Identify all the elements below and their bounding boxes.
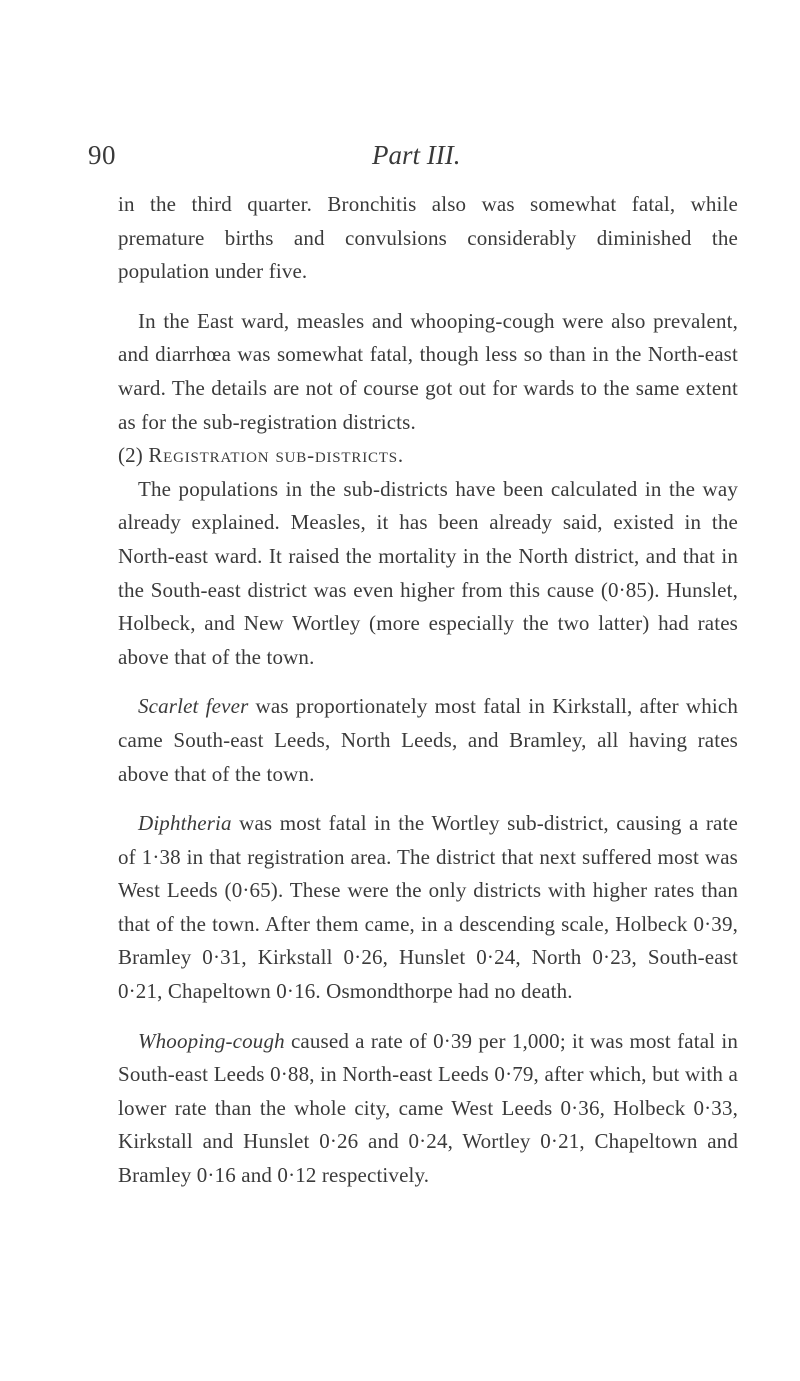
lead-whooping-cough: Whooping-cough [138,1028,285,1053]
section-number: (2) [118,443,143,468]
paragraph-east-ward: In the East ward, measles and whooping-cough were also prevalent, and diarrhœa was somewhat fatal, though less so than in the North-east ward. The details are not of course got out for wards to the same extent as for the sub-registration districts. [118,308,738,434]
text-whooping-cough: caused a rate of 0·39 per 1,000; it was most fatal in South-east Leeds 0·88, in North-east Leeds 0·79, after which, but with a lower rate than the whole city, came West Leeds 0·36, Holbeck 0·33, Kirkstall and Hunslet 0·26 and 0·24, Wortley 0·21, Chapeltown and Bramley 0·16 and 0·12 respectively. [118,1028,738,1188]
paragraph-diphtheria [118,807,738,1009]
text-scarlet-fever: was proportionately most fatal in Kirkstall, after which came South-east Leeds, North Leeds, and Bramley, all having rates above that of the town. [118,694,738,786]
section-title: Registration sub-districts. [148,443,404,468]
paragraph-whooping-cough [118,1025,738,1193]
paragraph-scarlet-fever [118,690,738,791]
lead-diphtheria: Diphtheria [138,811,232,836]
running-title: Part III. [372,140,461,170]
paragraph-continuation: in the third quarter. Bronchitis also was somewhat fatal, while premature births and convulsions considerably diminished the population under five. [118,192,738,284]
section-heading [118,439,738,473]
page-number: 90 [88,140,116,170]
body-text [118,188,738,1193]
text-diphtheria: was most fatal in the Wortley sub-district, causing a rate of 1·38 in that registration area. The district that next suffered most was West Leeds (0·65). These were the only districts with higher rates than that of the town. After them came, in a descending scale, Holbeck 0·39, Bramley 0·31, Kirkstall 0·26, Hunslet 0·24, North 0·23, South-east 0·21, Chapeltown 0·16. Osmondthorpe had no death. [118,811,738,1004]
paragraph-populations: The populations in the sub-districts have been calculated in the way already explained. Measles, it has been already said, existed in the North-east ward. It raised the mortality in the North district, and that in the South-east district was even higher from this cause (0·85). Hunslet, Holbeck, and New Wortley (more especially the two latter) had rates above that of the town. [118,476,738,669]
lead-scarlet-fever: Scarlet fever [138,694,249,719]
page-header [0,140,800,180]
